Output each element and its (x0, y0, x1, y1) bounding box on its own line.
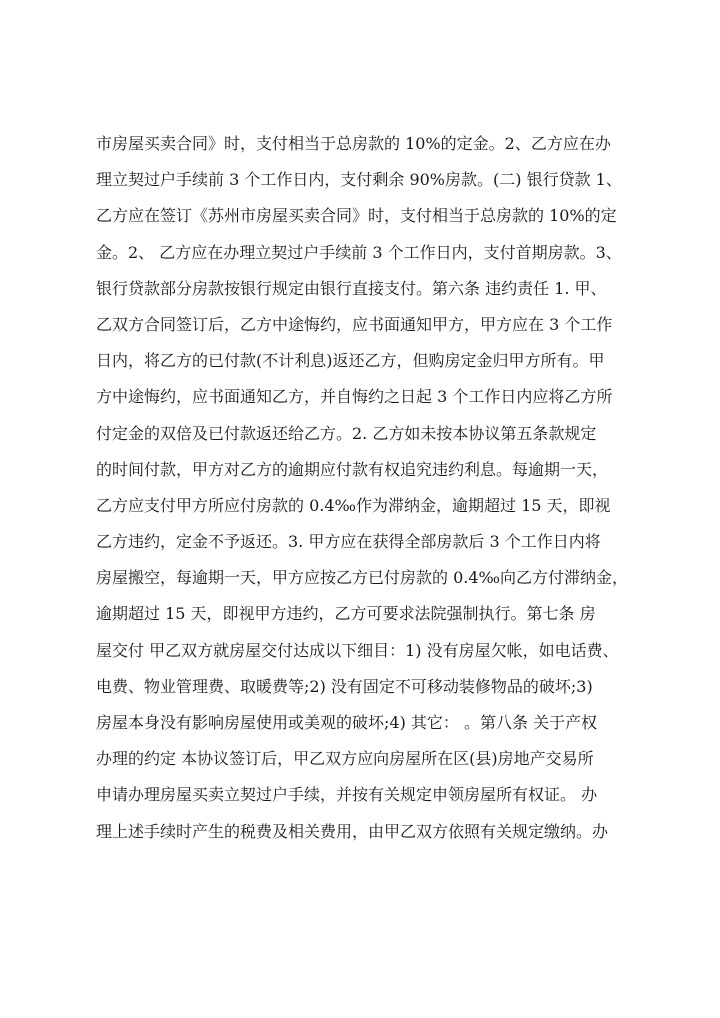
text-line: 屋交付 甲乙双方就房屋交付达成以下细目：1) 没有房屋欠帐，如电话费、 (96, 640, 619, 660)
text-line: 日内，将乙方的已付款(不计利息)返还乙方，但购房定金归甲方所有。甲 (96, 351, 605, 371)
text-line: 理立契过户手续前 3 个工作日内，支付剩余 90%房款。(二) 银行贷款 1、 (96, 170, 622, 190)
text-line: 乙方违约，定金不予返还。3. 甲方应在获得全部房款后 3 个工作日内将 (96, 532, 601, 552)
text-line: 房屋搬空，每逾期一天，甲方应按乙方已付房款的 0.4‰向乙方付滞纳金， (96, 568, 629, 588)
text-line: 申请办理房屋买卖立契过户手续，并按有关规定申领房屋所有权证。 办 (96, 785, 598, 805)
text-line: 电费、物业管理费、取暖费等;2) 没有固定不可移动装修物品的破坏;3) (96, 676, 593, 696)
text-line: 房屋本身没有影响房屋使用或美观的破坏;4) 其它： 。第八条 关于产权 (96, 713, 598, 732)
text-line: 付定金的双倍及已付款返还给乙方。2. 乙方如未按本协议第五条款规定 (96, 423, 597, 443)
text-line: 逾期超过 15 天，即视甲方违约，乙方可要求法院强制执行。第七条 房 (96, 604, 596, 624)
text-line: 乙方应在签订《苏州市房屋买卖合同》时，支付相当于总房款的 10%的定 (96, 206, 617, 226)
text-line: 方中途悔约，应书面通知乙方，并自悔约之日起 3 个工作日内应将乙方所 (96, 387, 613, 407)
text-line: 乙双方合同签订后，乙方中途悔约，应书面通知甲方，甲方应在 3 个工作 (96, 314, 613, 334)
contract-text-block (96, 126, 666, 850)
text-line: 的时间付款，甲方对乙方的逾期应付款有权追究违约利息。每逾期一天， (96, 459, 609, 479)
text-line: 办理的约定 本协议签订后，甲乙双方应向房屋所在区(县)房地产交易所 (96, 749, 594, 769)
text-line: 银行贷款部分房款按银行规定由银行直接支付。第六条 违约责任 1. 甲、 (96, 278, 607, 298)
text-line: 市房屋买卖合同》时，支付相当于总房款的 10%的定金。2、乙方应在办 (96, 134, 611, 153)
text-line: 乙方应支付甲方所应付房款的 0.4‰作为滞纳金，逾期超过 15 天，即视 (96, 495, 611, 515)
text-line: 金。2、 乙方应在办理立契过户手续前 3 个工作日内，支付首期房款。3、 (96, 242, 622, 262)
text-line: 理上述手续时产生的税费及相关费用，由甲乙双方依照有关规定缴纳。办 (96, 821, 609, 841)
